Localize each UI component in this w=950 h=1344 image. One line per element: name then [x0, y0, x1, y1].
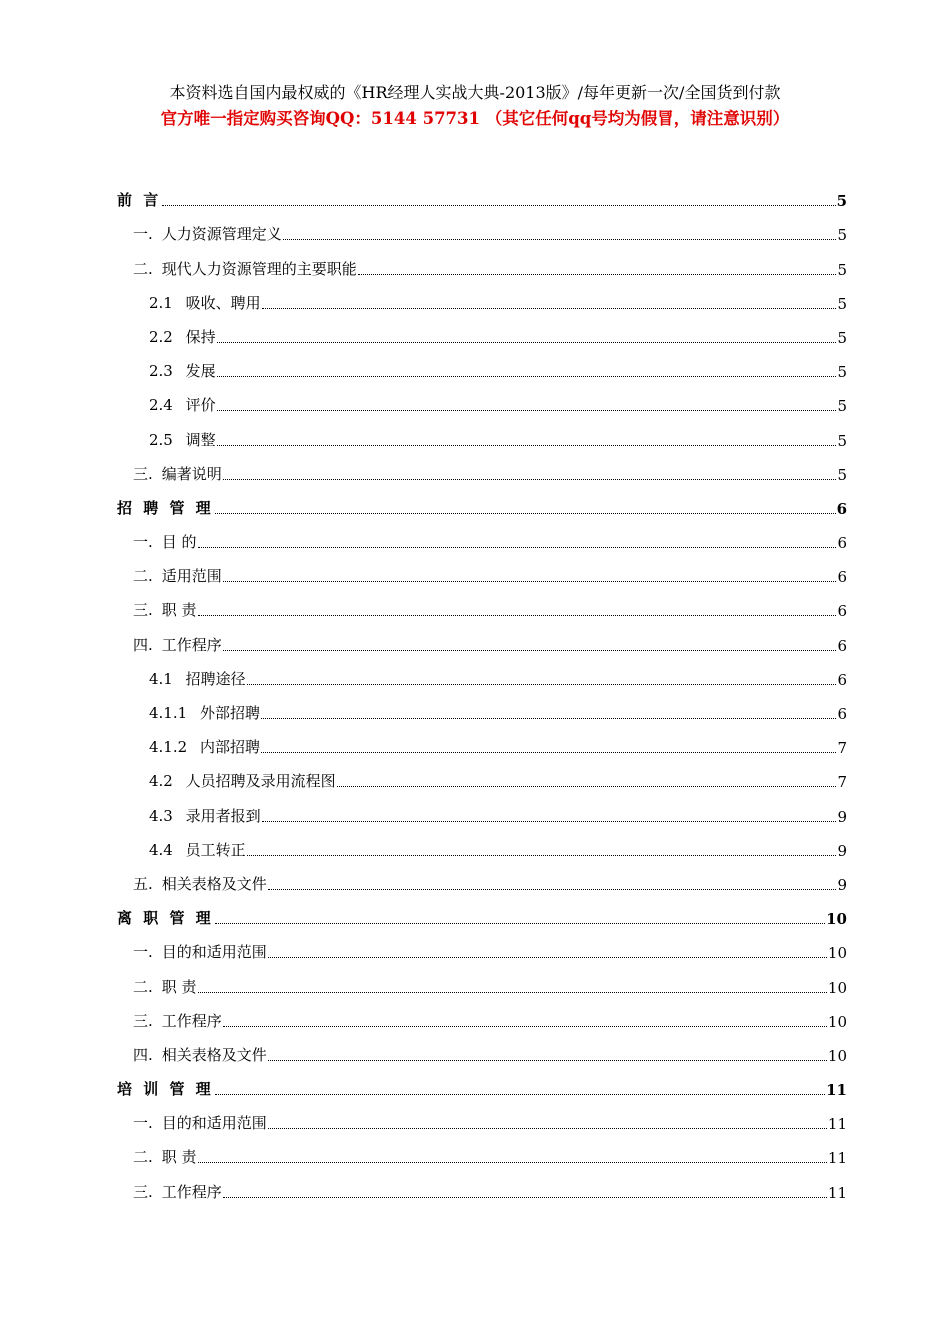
- toc-entry-number: 一.: [133, 943, 153, 962]
- table-of-contents: [117, 178, 847, 1204]
- toc-page-number: 9: [837, 841, 847, 860]
- toc-entry-number: 二.: [133, 1148, 153, 1167]
- toc-entry[interactable]: [117, 246, 847, 280]
- toc-page-number: 11: [826, 1081, 847, 1100]
- toc-dot-leader: [223, 1197, 827, 1198]
- toc-entry-label: [149, 394, 216, 415]
- toc-entry-number: 2.1: [149, 293, 173, 312]
- toc-entry-number: 4.1.1: [149, 704, 188, 722]
- toc-entry-label: [149, 805, 261, 826]
- toc-page-number: 5: [837, 431, 847, 450]
- toc-page-number: 5: [837, 260, 847, 279]
- toc-entry-label: [149, 292, 261, 313]
- toc-page-number: 6: [837, 534, 847, 553]
- toc-entry-number: 2.2: [149, 327, 173, 346]
- toc-entry[interactable]: [117, 862, 847, 896]
- toc-entry[interactable]: [117, 417, 847, 451]
- toc-dot-leader: [217, 410, 837, 411]
- toc-page-number: 6: [836, 499, 847, 518]
- toc-entry[interactable]: [117, 212, 847, 246]
- toc-entry-number: 四.: [133, 1045, 153, 1064]
- toc-entry-title: 工作程序: [161, 635, 222, 654]
- toc-page-number: 7: [837, 773, 847, 792]
- toc-entry[interactable]: [117, 349, 847, 383]
- toc-entry-title: 前 言: [117, 191, 162, 210]
- toc-entry-label: [133, 565, 222, 586]
- toc-entry-title: 外部招聘: [199, 704, 260, 722]
- toc-dot-leader: [217, 376, 837, 377]
- toc-page-number: 9: [837, 875, 847, 894]
- toc-page-number: 5: [837, 363, 847, 382]
- toc-entry-number: 2.5: [149, 430, 173, 449]
- toc-entry-label: [133, 1112, 267, 1133]
- toc-dot-leader: [162, 205, 835, 206]
- toc-entry[interactable]: [117, 828, 847, 862]
- toc-entry[interactable]: [117, 930, 847, 964]
- toc-dot-leader: [223, 1026, 827, 1027]
- toc-entry[interactable]: [117, 725, 847, 759]
- toc-entry-number: 4.1: [149, 669, 173, 688]
- toc-dot-leader: [268, 889, 837, 890]
- toc-page-number: 10: [826, 910, 847, 929]
- toc-entry-label: [133, 634, 222, 655]
- toc-entry-title: 工作程序: [161, 1011, 222, 1030]
- toc-entry-number: 五.: [133, 874, 153, 893]
- toc-entry-number: 4.4: [149, 840, 173, 859]
- toc-page-number: 11: [827, 1183, 847, 1202]
- toc-entry-label: [133, 258, 357, 279]
- toc-entry-number: 4.3: [149, 806, 173, 825]
- toc-dot-leader: [198, 547, 837, 548]
- toc-dot-leader: [223, 581, 837, 582]
- toc-entry-title: 相关表格及文件: [161, 874, 267, 893]
- toc-entry[interactable]: [117, 691, 847, 725]
- toc-entry[interactable]: [117, 281, 847, 315]
- toc-entry-label: [149, 839, 246, 860]
- toc-entry-number: 4.2: [149, 772, 173, 791]
- toc-dot-leader: [198, 615, 837, 616]
- header-contact-line: 官方唯一指定购买咨询QQ：5144 57731 （其它任何qq号均为假冒，请注意识别）: [160, 109, 790, 128]
- toc-entry-number: 四.: [133, 635, 153, 654]
- toc-entry-title: 编著说明: [161, 464, 222, 483]
- toc-entry[interactable]: [117, 657, 847, 691]
- toc-dot-leader: [268, 1128, 827, 1129]
- toc-entry-number: 一.: [133, 225, 153, 244]
- toc-entry[interactable]: [117, 1101, 847, 1135]
- toc-page-number: 10: [827, 978, 847, 997]
- toc-page-number: 5: [837, 328, 847, 347]
- toc-entry-label: [133, 1010, 222, 1031]
- toc-entry-number: 三.: [133, 601, 153, 620]
- toc-dot-leader: [268, 957, 827, 958]
- toc-dot-leader: [283, 239, 837, 240]
- toc-entry-title: 职 责: [161, 977, 197, 996]
- header-source-line: 本资料选自国内最权威的《HR经理人实战大典-2013版》/每年更新一次/全国货到付款: [169, 83, 781, 102]
- toc-entry-number: 一.: [133, 1114, 153, 1133]
- toc-dot-leader: [217, 342, 837, 343]
- toc-page-number: 7: [837, 739, 847, 758]
- page-header: [0, 80, 950, 132]
- toc-entry-label: [149, 736, 260, 757]
- toc-entry[interactable]: [117, 520, 847, 554]
- toc-entry-label: [117, 907, 214, 928]
- toc-entry-label: [133, 531, 197, 552]
- toc-page-number: 10: [827, 1012, 847, 1031]
- toc-entry-label: [149, 702, 260, 723]
- toc-entry-title: 目的和适用范围: [161, 1114, 267, 1133]
- toc-page-number: 11: [827, 1115, 847, 1134]
- toc-dot-leader: [337, 786, 837, 787]
- toc-entry-number: 二.: [133, 977, 153, 996]
- toc-entry-number: 2.3: [149, 362, 173, 381]
- toc-entry[interactable]: [117, 1169, 847, 1203]
- toc-chapter-entry[interactable]: [117, 178, 847, 212]
- toc-entry-label: [133, 463, 222, 484]
- toc-entry-number: 三.: [133, 1182, 153, 1201]
- toc-entry-title: 录用者报到: [185, 806, 261, 825]
- toc-dot-leader: [268, 1060, 827, 1061]
- toc-dot-leader: [223, 650, 837, 651]
- toc-dot-leader: [247, 855, 837, 856]
- toc-entry[interactable]: [117, 999, 847, 1033]
- toc-entry-title: 发展: [185, 362, 216, 381]
- toc-dot-leader: [198, 1162, 827, 1163]
- toc-entry-title: 职 责: [161, 601, 197, 620]
- toc-entry-title: 人员招聘及录用流程图: [185, 772, 336, 791]
- toc-page-number: 10: [827, 1046, 847, 1065]
- toc-entry-label: [133, 1181, 222, 1202]
- toc-chapter-entry[interactable]: [117, 1067, 847, 1101]
- toc-entry-label: [149, 360, 216, 381]
- toc-entry-title: 目 的: [161, 533, 197, 552]
- toc-entry-title: 调整: [185, 430, 216, 449]
- toc-page-number: 6: [837, 568, 847, 587]
- toc-entry[interactable]: [117, 759, 847, 793]
- toc-dot-leader: [215, 513, 836, 514]
- toc-dot-leader: [261, 718, 836, 719]
- toc-page-number: 5: [837, 397, 847, 416]
- toc-dot-leader: [217, 445, 837, 446]
- toc-entry-title: 现代人力资源管理的主要职能: [161, 259, 357, 278]
- toc-page-number: 5: [836, 192, 847, 211]
- toc-page-number: 6: [837, 705, 847, 723]
- toc-entry-number: 一.: [133, 533, 153, 552]
- toc-entry-title: 内部招聘: [199, 738, 260, 757]
- toc-dot-leader: [262, 308, 837, 309]
- toc-entry-title: 职 责: [161, 1148, 197, 1167]
- toc-page-number: 10: [827, 944, 847, 963]
- toc-entry[interactable]: [117, 964, 847, 998]
- toc-entry-label: [133, 941, 267, 962]
- toc-entry-label: [133, 873, 267, 894]
- toc-dot-leader: [261, 752, 836, 753]
- toc-entry-title: 评价: [185, 396, 216, 415]
- toc-page-number: 6: [837, 670, 847, 689]
- toc-chapter-entry[interactable]: [117, 896, 847, 930]
- toc-entry[interactable]: [117, 588, 847, 622]
- toc-entry-label: [117, 497, 214, 518]
- toc-entry-number: 三.: [133, 464, 153, 483]
- toc-dot-leader: [215, 1094, 825, 1095]
- toc-page-number: 6: [837, 636, 847, 655]
- toc-entry-title: 吸收、聘用: [185, 293, 261, 312]
- toc-entry[interactable]: [117, 452, 847, 486]
- toc-entry-title: 保持: [185, 327, 216, 346]
- toc-dot-leader: [215, 923, 825, 924]
- toc-entry-title: 相关表格及文件: [161, 1045, 267, 1064]
- toc-entry[interactable]: [117, 1033, 847, 1067]
- toc-entry-title: 员工转正: [185, 840, 246, 859]
- toc-page-number: 5: [837, 465, 847, 484]
- toc-entry-label: [133, 599, 197, 620]
- toc-entry-title: 目的和适用范围: [161, 943, 267, 962]
- toc-entry[interactable]: [117, 622, 847, 656]
- toc-entry-label: [133, 1044, 267, 1065]
- toc-entry-title: 人力资源管理定义: [161, 225, 282, 244]
- toc-entry-title: 工作程序: [161, 1182, 222, 1201]
- toc-dot-leader: [262, 821, 837, 822]
- toc-entry[interactable]: [117, 793, 847, 827]
- toc-entry[interactable]: [117, 1135, 847, 1169]
- toc-entry-label: [149, 429, 216, 450]
- toc-entry-title: 招 聘 管 理: [117, 498, 214, 517]
- toc-page-number: 6: [837, 602, 847, 621]
- toc-dot-leader: [358, 274, 837, 275]
- toc-entry-label: [149, 326, 216, 347]
- toc-entry-label: [117, 189, 161, 210]
- toc-entry-label: [149, 668, 246, 689]
- toc-entry-title: 培 训 管 理: [117, 1080, 214, 1099]
- toc-entry[interactable]: [117, 383, 847, 417]
- toc-entry-label: [149, 770, 336, 791]
- toc-chapter-entry[interactable]: [117, 486, 847, 520]
- toc-entry-title: 适用范围: [161, 567, 222, 586]
- toc-entry[interactable]: [117, 315, 847, 349]
- toc-dot-leader: [198, 992, 827, 993]
- toc-entry-title: 离 职 管 理: [117, 909, 214, 928]
- toc-page-number: 11: [827, 1149, 847, 1168]
- toc-entry-number: 二.: [133, 567, 153, 586]
- toc-entry[interactable]: [117, 554, 847, 588]
- toc-page-number: 9: [837, 807, 847, 826]
- toc-page-number: 5: [837, 226, 847, 245]
- toc-entry-number: 三.: [133, 1011, 153, 1030]
- toc-entry-label: [117, 1078, 214, 1099]
- toc-page-number: 5: [837, 294, 847, 313]
- toc-dot-leader: [247, 684, 837, 685]
- toc-entry-label: [133, 223, 282, 244]
- toc-entry-number: 二.: [133, 259, 153, 278]
- toc-entry-number: 4.1.2: [149, 738, 188, 757]
- toc-entry-label: [133, 976, 197, 997]
- toc-dot-leader: [223, 479, 837, 480]
- toc-entry-title: 招聘途径: [185, 669, 246, 688]
- toc-entry-number: 2.4: [149, 396, 173, 415]
- toc-entry-label: [133, 1146, 197, 1167]
